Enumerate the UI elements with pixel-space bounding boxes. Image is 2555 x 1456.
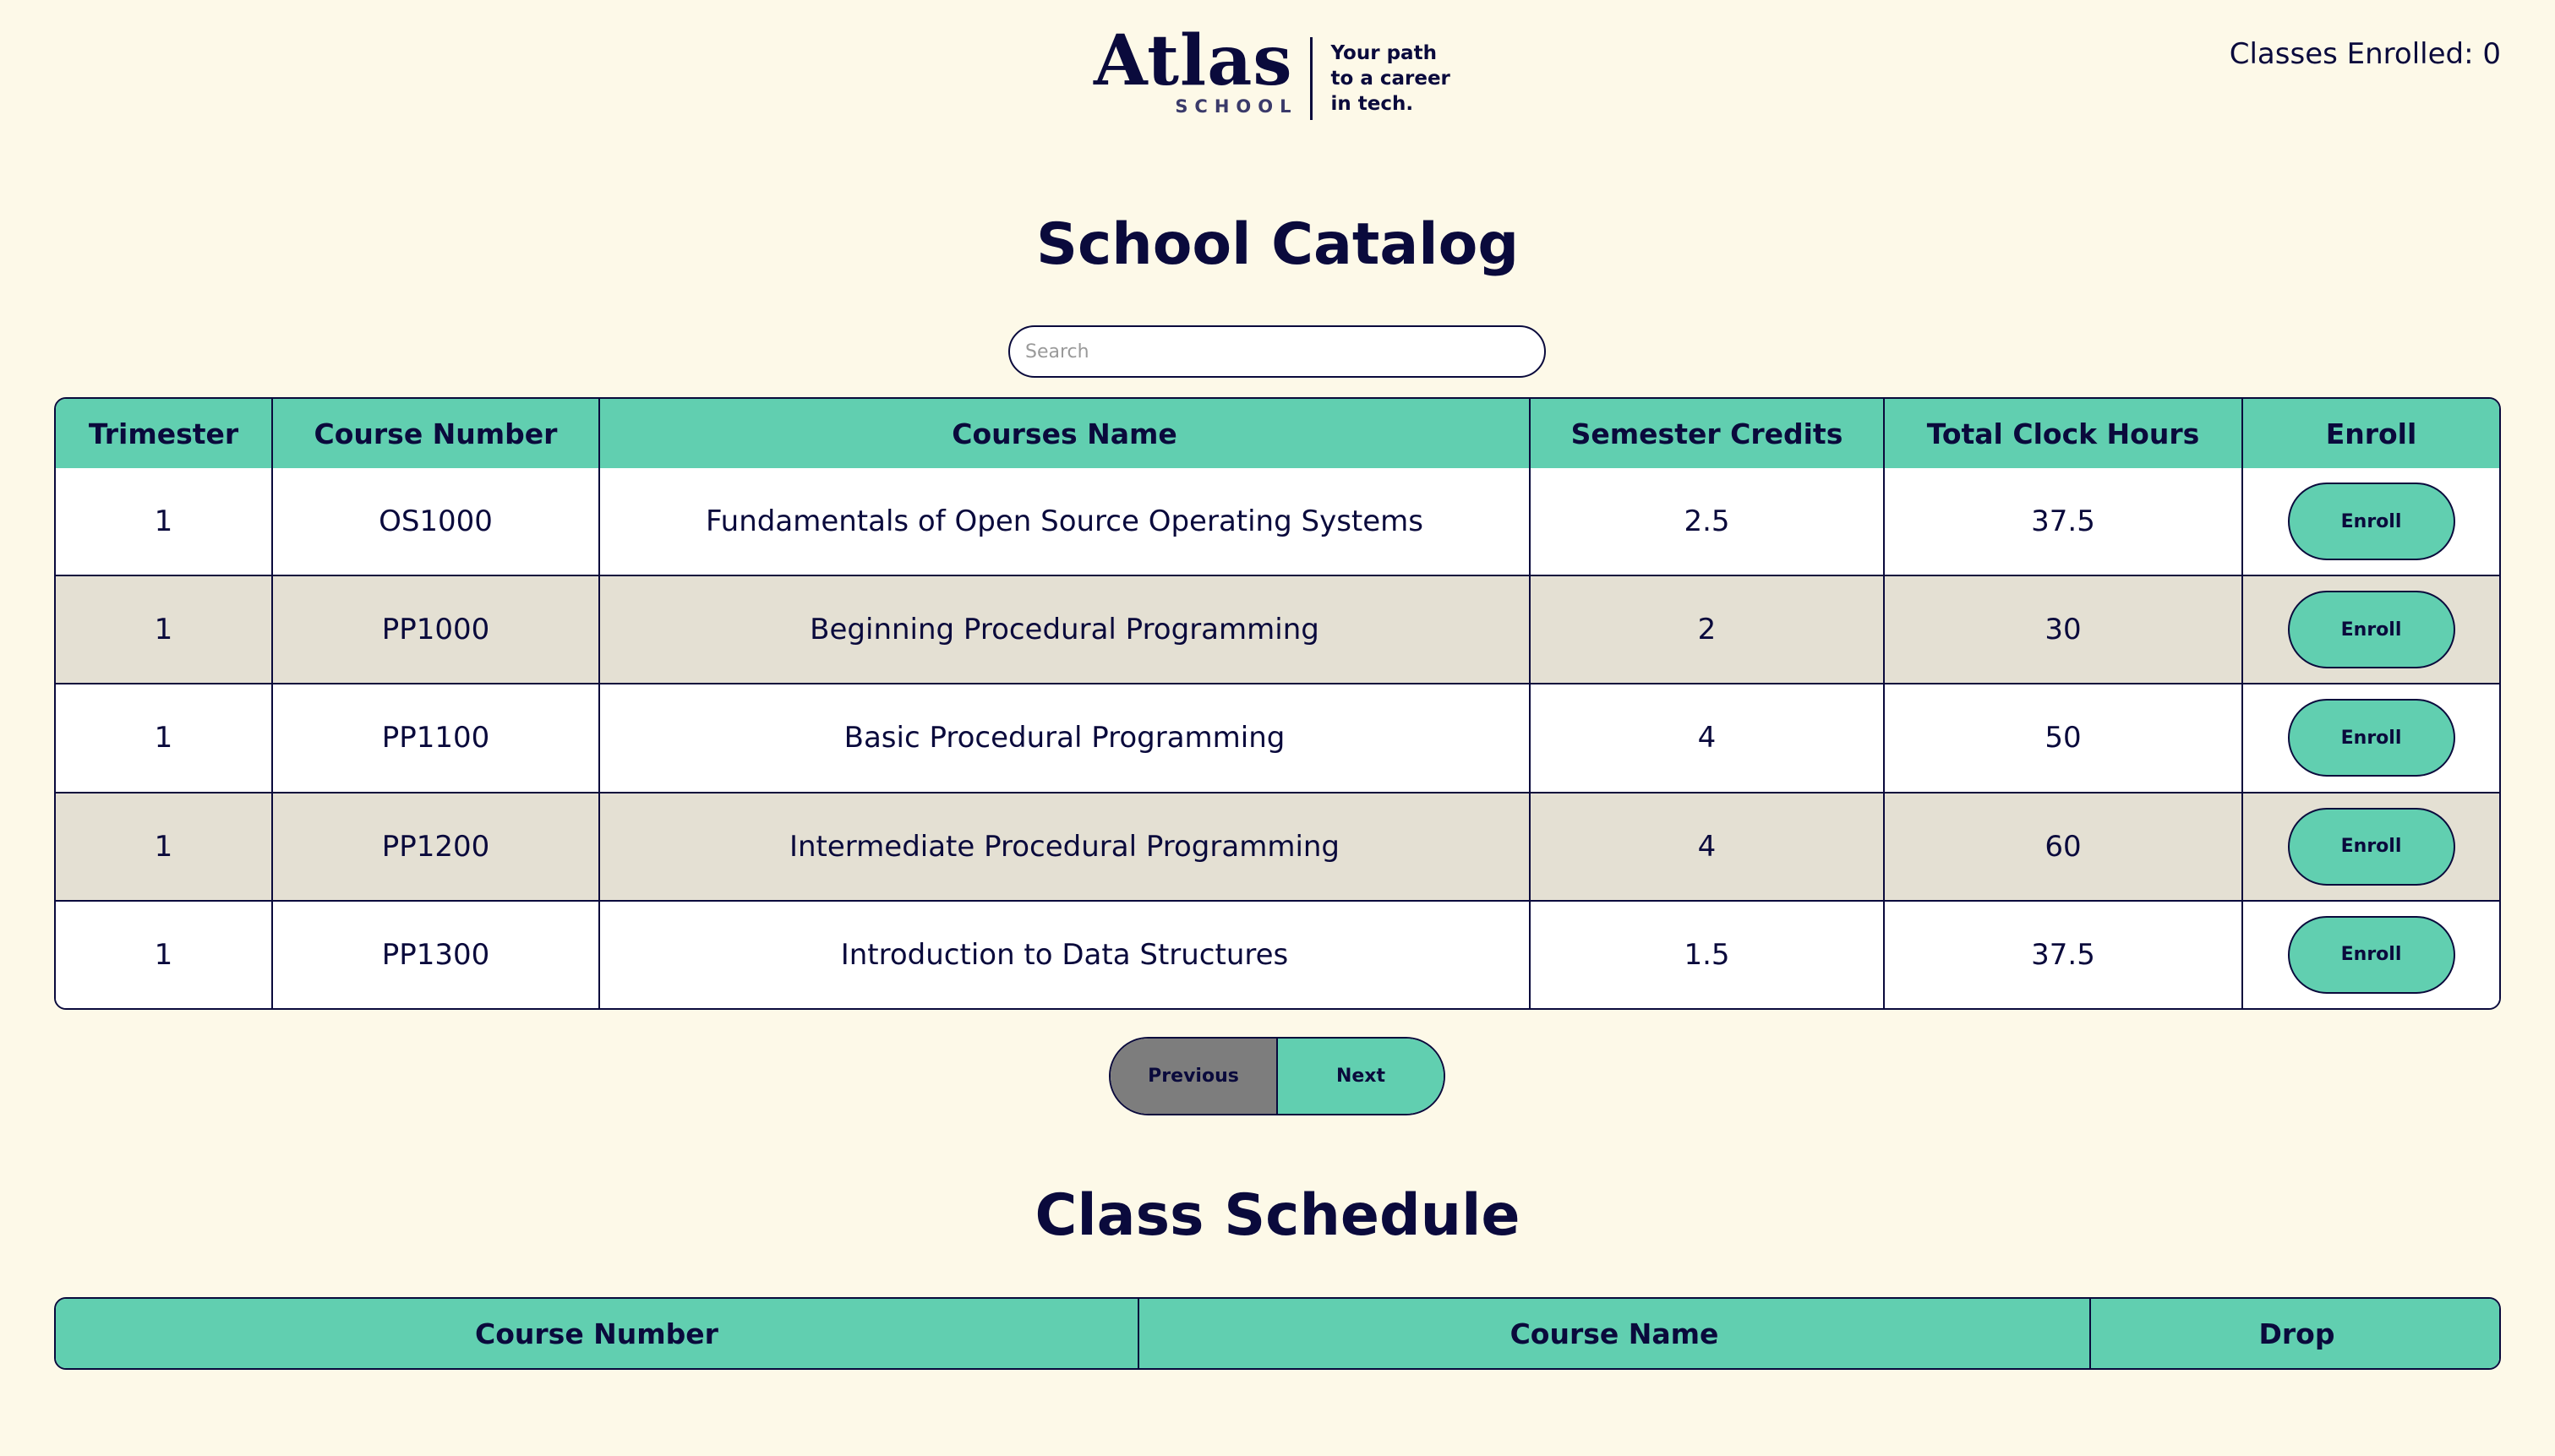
enroll-button[interactable]: Enroll bbox=[2288, 916, 2455, 994]
column-header-total-clock-hours: Total Clock Hours bbox=[1884, 399, 2242, 468]
cell-total-clock-hours: 60 bbox=[1884, 793, 2242, 901]
column-header-trimester: Trimester bbox=[56, 399, 272, 468]
cell-course-number: OS1000 bbox=[272, 468, 599, 575]
logo-subtitle: SCHOOL bbox=[1175, 96, 1298, 117]
enroll-button[interactable]: Enroll bbox=[2288, 483, 2455, 560]
classes-enrolled-count: Classes Enrolled: 0 bbox=[2229, 37, 2501, 71]
column-header-semester-credits: Semester Credits bbox=[1530, 399, 1884, 468]
cell-course-number: PP1300 bbox=[272, 901, 599, 1008]
schedule-table bbox=[54, 1297, 2501, 1370]
cell-course-number: PP1100 bbox=[272, 684, 599, 792]
table-row bbox=[56, 575, 2499, 684]
cell-course-number: PP1000 bbox=[272, 575, 599, 684]
column-header-enroll: Enroll bbox=[2242, 399, 2499, 468]
cell-total-clock-hours: 30 bbox=[1884, 575, 2242, 684]
catalog-table bbox=[54, 397, 2501, 1010]
schedule-header-row bbox=[56, 1299, 2501, 1368]
cell-course-name: Introduction to Data Structures bbox=[599, 901, 1530, 1008]
catalog-title: School Catalog bbox=[1036, 211, 1519, 278]
enroll-button[interactable]: Enroll bbox=[2288, 699, 2455, 777]
catalog-header-row bbox=[56, 399, 2499, 468]
column-header-course-name: Course Name bbox=[1138, 1299, 2090, 1368]
cell-course-name: Beginning Procedural Programming bbox=[599, 575, 1530, 684]
cell-enroll bbox=[2242, 793, 2499, 901]
enroll-button[interactable]: Enroll bbox=[2288, 808, 2455, 886]
cell-enroll bbox=[2242, 901, 2499, 1008]
cell-total-clock-hours: 37.5 bbox=[1884, 468, 2242, 575]
cell-total-clock-hours: 50 bbox=[1884, 684, 2242, 792]
cell-trimester: 1 bbox=[56, 684, 272, 792]
cell-trimester: 1 bbox=[56, 468, 272, 575]
atlas-school-logo[interactable] bbox=[1094, 20, 1500, 120]
cell-course-name: Basic Procedural Programming bbox=[599, 684, 1530, 792]
cell-trimester: 1 bbox=[56, 575, 272, 684]
header bbox=[0, 0, 2555, 135]
logo-wordmark: Atlas bbox=[1094, 20, 1293, 101]
logo-wordmark-group bbox=[1094, 20, 1310, 120]
cell-course-name: Fundamentals of Open Source Operating Systems bbox=[599, 468, 1530, 575]
cell-enroll bbox=[2242, 684, 2499, 792]
next-page-button[interactable]: Next bbox=[1278, 1039, 1444, 1114]
cell-trimester: 1 bbox=[56, 793, 272, 901]
cell-enroll bbox=[2242, 575, 2499, 684]
cell-course-number: PP1200 bbox=[272, 793, 599, 901]
enroll-button[interactable]: Enroll bbox=[2288, 591, 2455, 668]
cell-trimester: 1 bbox=[56, 901, 272, 1008]
cell-semester-credits: 1.5 bbox=[1530, 901, 1884, 1008]
previous-page-button[interactable]: Previous bbox=[1111, 1039, 1278, 1114]
column-header-drop: Drop bbox=[2090, 1299, 2501, 1368]
column-header-course-name: Courses Name bbox=[599, 399, 1530, 468]
table-row bbox=[56, 901, 2499, 1008]
column-header-course-number: Course Number bbox=[56, 1299, 1138, 1368]
cell-enroll bbox=[2242, 468, 2499, 575]
cell-course-name: Intermediate Procedural Programming bbox=[599, 793, 1530, 901]
schedule-title: Class Schedule bbox=[1035, 1182, 1520, 1249]
cell-semester-credits: 4 bbox=[1530, 793, 1884, 901]
table-row bbox=[56, 793, 2499, 901]
cell-semester-credits: 2.5 bbox=[1530, 468, 1884, 575]
table-row bbox=[56, 684, 2499, 792]
pagination bbox=[1109, 1037, 1445, 1115]
search-input[interactable] bbox=[1008, 325, 1546, 378]
cell-semester-credits: 4 bbox=[1530, 684, 1884, 792]
table-row bbox=[56, 468, 2499, 575]
logo-tagline: Your path to a career in tech. bbox=[1330, 42, 1450, 115]
column-header-course-number: Course Number bbox=[272, 399, 599, 468]
cell-total-clock-hours: 37.5 bbox=[1884, 901, 2242, 1008]
cell-semester-credits: 2 bbox=[1530, 575, 1884, 684]
